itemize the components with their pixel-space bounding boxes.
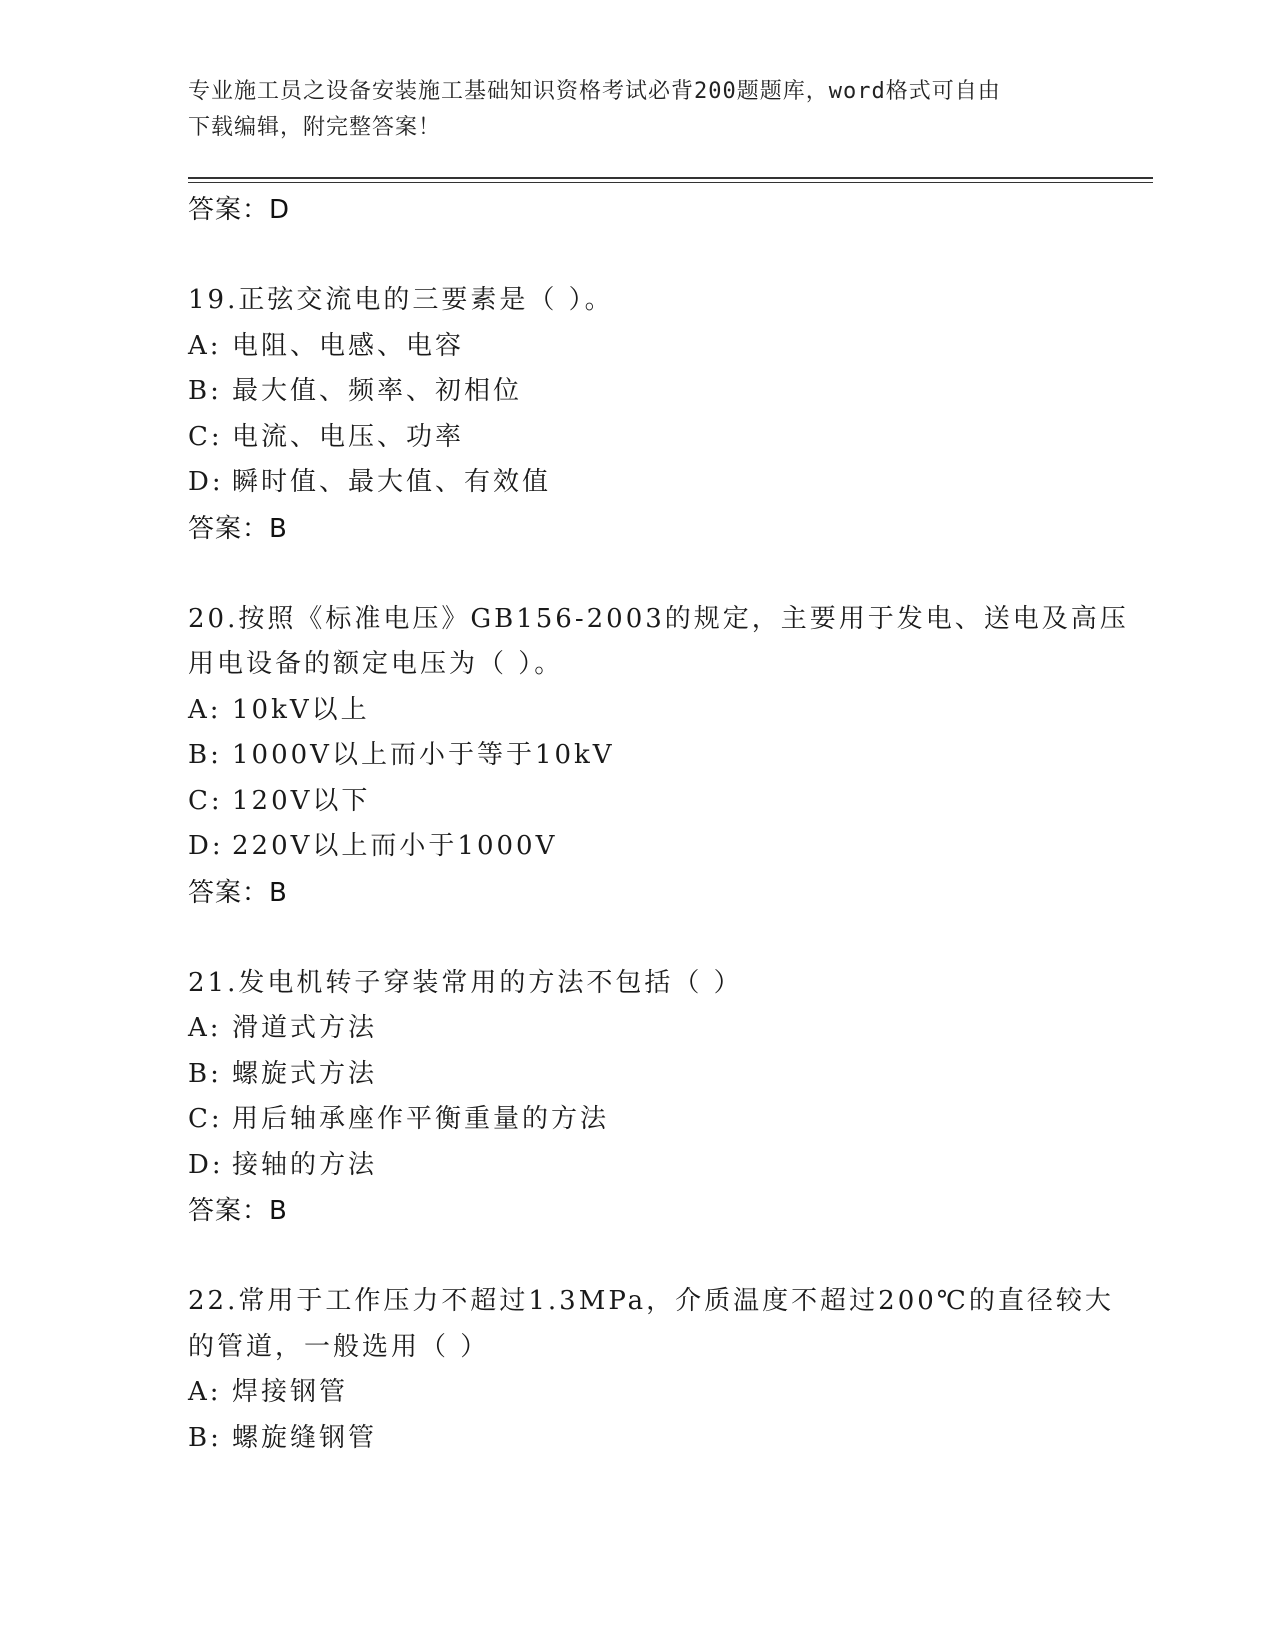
- option-text: 接轴的方法: [232, 1149, 378, 1180]
- header-line-1: 专业施工员之设备安装施工基础知识资格考试必背200题题库，word格式可自由: [188, 79, 1001, 104]
- option-text: 最大值、频率、初相位: [232, 376, 523, 406]
- question-stem-continued: 的管道，一般选用（ ）: [188, 1331, 490, 1362]
- option-b: [188, 1416, 1088, 1462]
- option-c: [188, 415, 1088, 461]
- answer: 答案：B: [188, 877, 288, 908]
- option-d: [188, 824, 1088, 870]
- option-letter: A:: [188, 330, 222, 361]
- question-stem: 20.按照《标准电压》GB156-2003的规定，主要用于发电、送电及高压: [188, 603, 1129, 634]
- option-a: [188, 1370, 1088, 1416]
- question-stem: 21.发电机转子穿装常用的方法不包括（ ）: [188, 967, 743, 998]
- question-stem-continued: 用电设备的额定电压为（ ）。: [188, 649, 564, 679]
- question-19: [188, 278, 1088, 552]
- question-stem: 19.正弦交流电的三要素是（ ）。: [188, 285, 614, 315]
- option-c: [188, 1097, 1088, 1143]
- option-letter: D:: [188, 831, 224, 861]
- option-a: [188, 1006, 1088, 1052]
- question-stem: 22.常用于工作压力不超过1.3MPa，介质温度不超过200℃的直径较大: [188, 1286, 1114, 1316]
- option-a: [188, 688, 1088, 734]
- option-letter: A:: [188, 694, 222, 725]
- option-d: [188, 1143, 1088, 1189]
- option-letter: B:: [188, 376, 222, 406]
- option-letter: B:: [188, 1422, 222, 1453]
- option-c: [188, 779, 1088, 825]
- question-list: [188, 187, 1129, 1461]
- option-text: 螺旋式方法: [232, 1058, 378, 1089]
- option-letter: D:: [188, 467, 224, 497]
- option-text: 电阻、电感、电容: [232, 330, 465, 361]
- option-letter: C:: [188, 421, 223, 452]
- option-text: 瞬时值、最大值、有效值: [232, 467, 552, 497]
- header-line-2: 下载编辑，附完整答案！: [188, 115, 442, 140]
- previous-answer: 答案：D: [188, 195, 291, 225]
- option-letter: A:: [188, 1377, 222, 1407]
- option-b: [188, 733, 1088, 779]
- question-22: [188, 1279, 1114, 1461]
- question-21: [188, 961, 1088, 1235]
- option-letter: C:: [188, 785, 223, 816]
- page-header: [188, 74, 1088, 146]
- option-letter: D:: [188, 1149, 224, 1180]
- answer: 答案：B: [188, 513, 288, 544]
- option-letter: B:: [188, 1058, 222, 1089]
- option-letter: A:: [188, 1013, 222, 1043]
- option-text: 电流、电压、功率: [232, 421, 465, 452]
- option-b: [188, 1052, 1088, 1098]
- question-20: [188, 597, 1129, 916]
- option-text: 焊接钢管: [232, 1377, 349, 1407]
- option-text: 螺旋缝钢管: [232, 1422, 378, 1453]
- option-text: 用后轴承座作平衡重量的方法: [232, 1104, 610, 1134]
- option-letter: C:: [188, 1104, 223, 1134]
- option-text: 220V以上而小于1000V: [232, 831, 558, 861]
- option-d: [188, 460, 1088, 506]
- option-text: 1000V以上而小于等于10kV: [232, 740, 615, 770]
- answer: 答案：B: [188, 1196, 288, 1226]
- header-rule-thin: [188, 182, 1153, 183]
- option-letter: B:: [188, 740, 222, 770]
- option-a: [188, 324, 1088, 370]
- option-text: 120V以下: [232, 785, 371, 816]
- header-rule-thick: [188, 177, 1153, 179]
- option-b: [188, 369, 1088, 415]
- option-text: 10kV以上: [232, 694, 370, 725]
- option-text: 滑道式方法: [232, 1013, 378, 1043]
